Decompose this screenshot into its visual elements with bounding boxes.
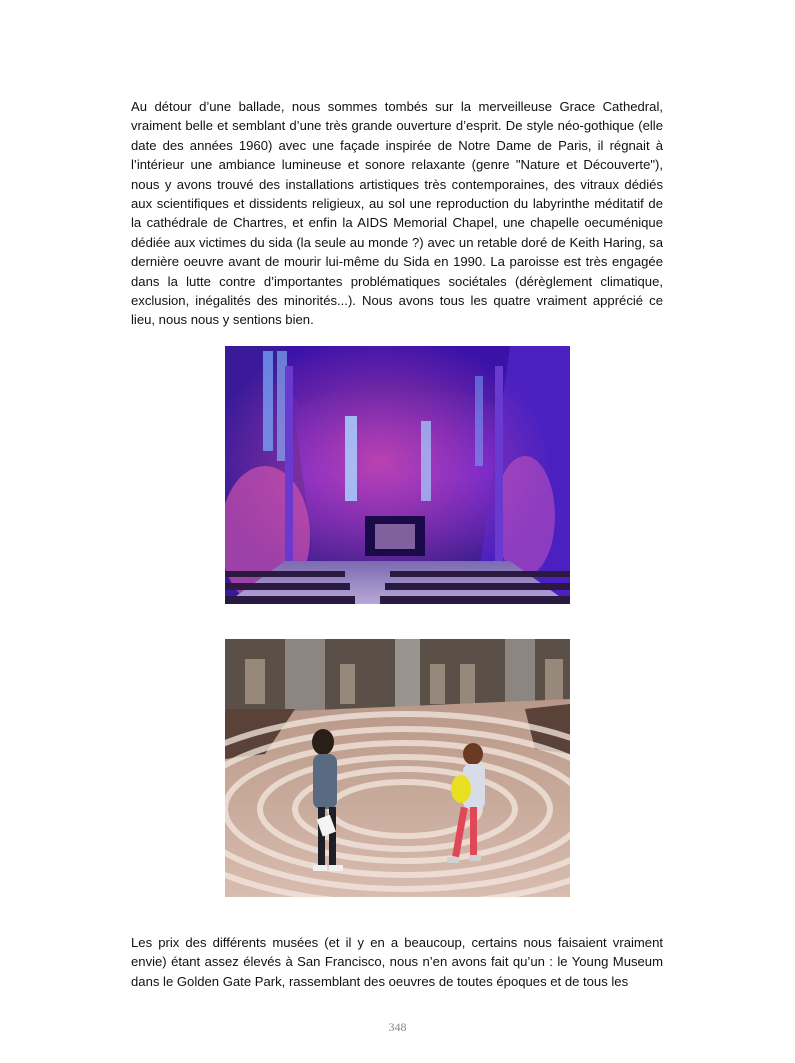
paragraph-museums: Les prix des différents musées (et il y en a beaucoup, certains nous faisaient vraiment envie) étant assez élevés à San Francisco, nous n’en avons fait qu’un : le Young Museum dans le Golden Gate Park, rassemblant des oeuvres de toutes époques et de tous les xyxy=(131,935,663,989)
page-number: 348 xyxy=(388,1020,407,1034)
paragraph-grace-cathedral: Au détour d’une ballade, nous sommes tombés sur la merveilleuse Grace Cathedral, vraiment belle et semblant d’une très grande ouverture d’esprit. De style néo-gothique (elle date des années 1960) avec une façade inspirée de Notre Dame de Paris, il régnait à l’intérieur une ambiance lumineuse et sonore relaxante (genre "Nature et Découverte"), nous y avons trouvé des installations artistiques très contemporaines, des vitraux dédiés aux scientifiques et dissidents religieux, au sol une reproduction du labyrinthe méditatif de la cathédrale de Chartres, et enfin la AIDS Memorial Chapel, une chapelle oecuménique dédiée aux victimes du sida (la seule au monde ?) avec un retable doré de Keith Haring, sa dernière oeuvre avant de mourir lui-même du Sida en 1990. La paroisse est très engagée dans la lutte contre d’importantes problématiques sociétales (dérèglement climatique, exclusion, inégalités des minorités...). Nous avons tous les quatre vraiment apprécié ce lieu, nous nous y sentions bien. xyxy=(131,99,663,328)
photo-labyrinth-floor xyxy=(225,639,570,897)
photo-cathedral-nave xyxy=(225,346,570,604)
